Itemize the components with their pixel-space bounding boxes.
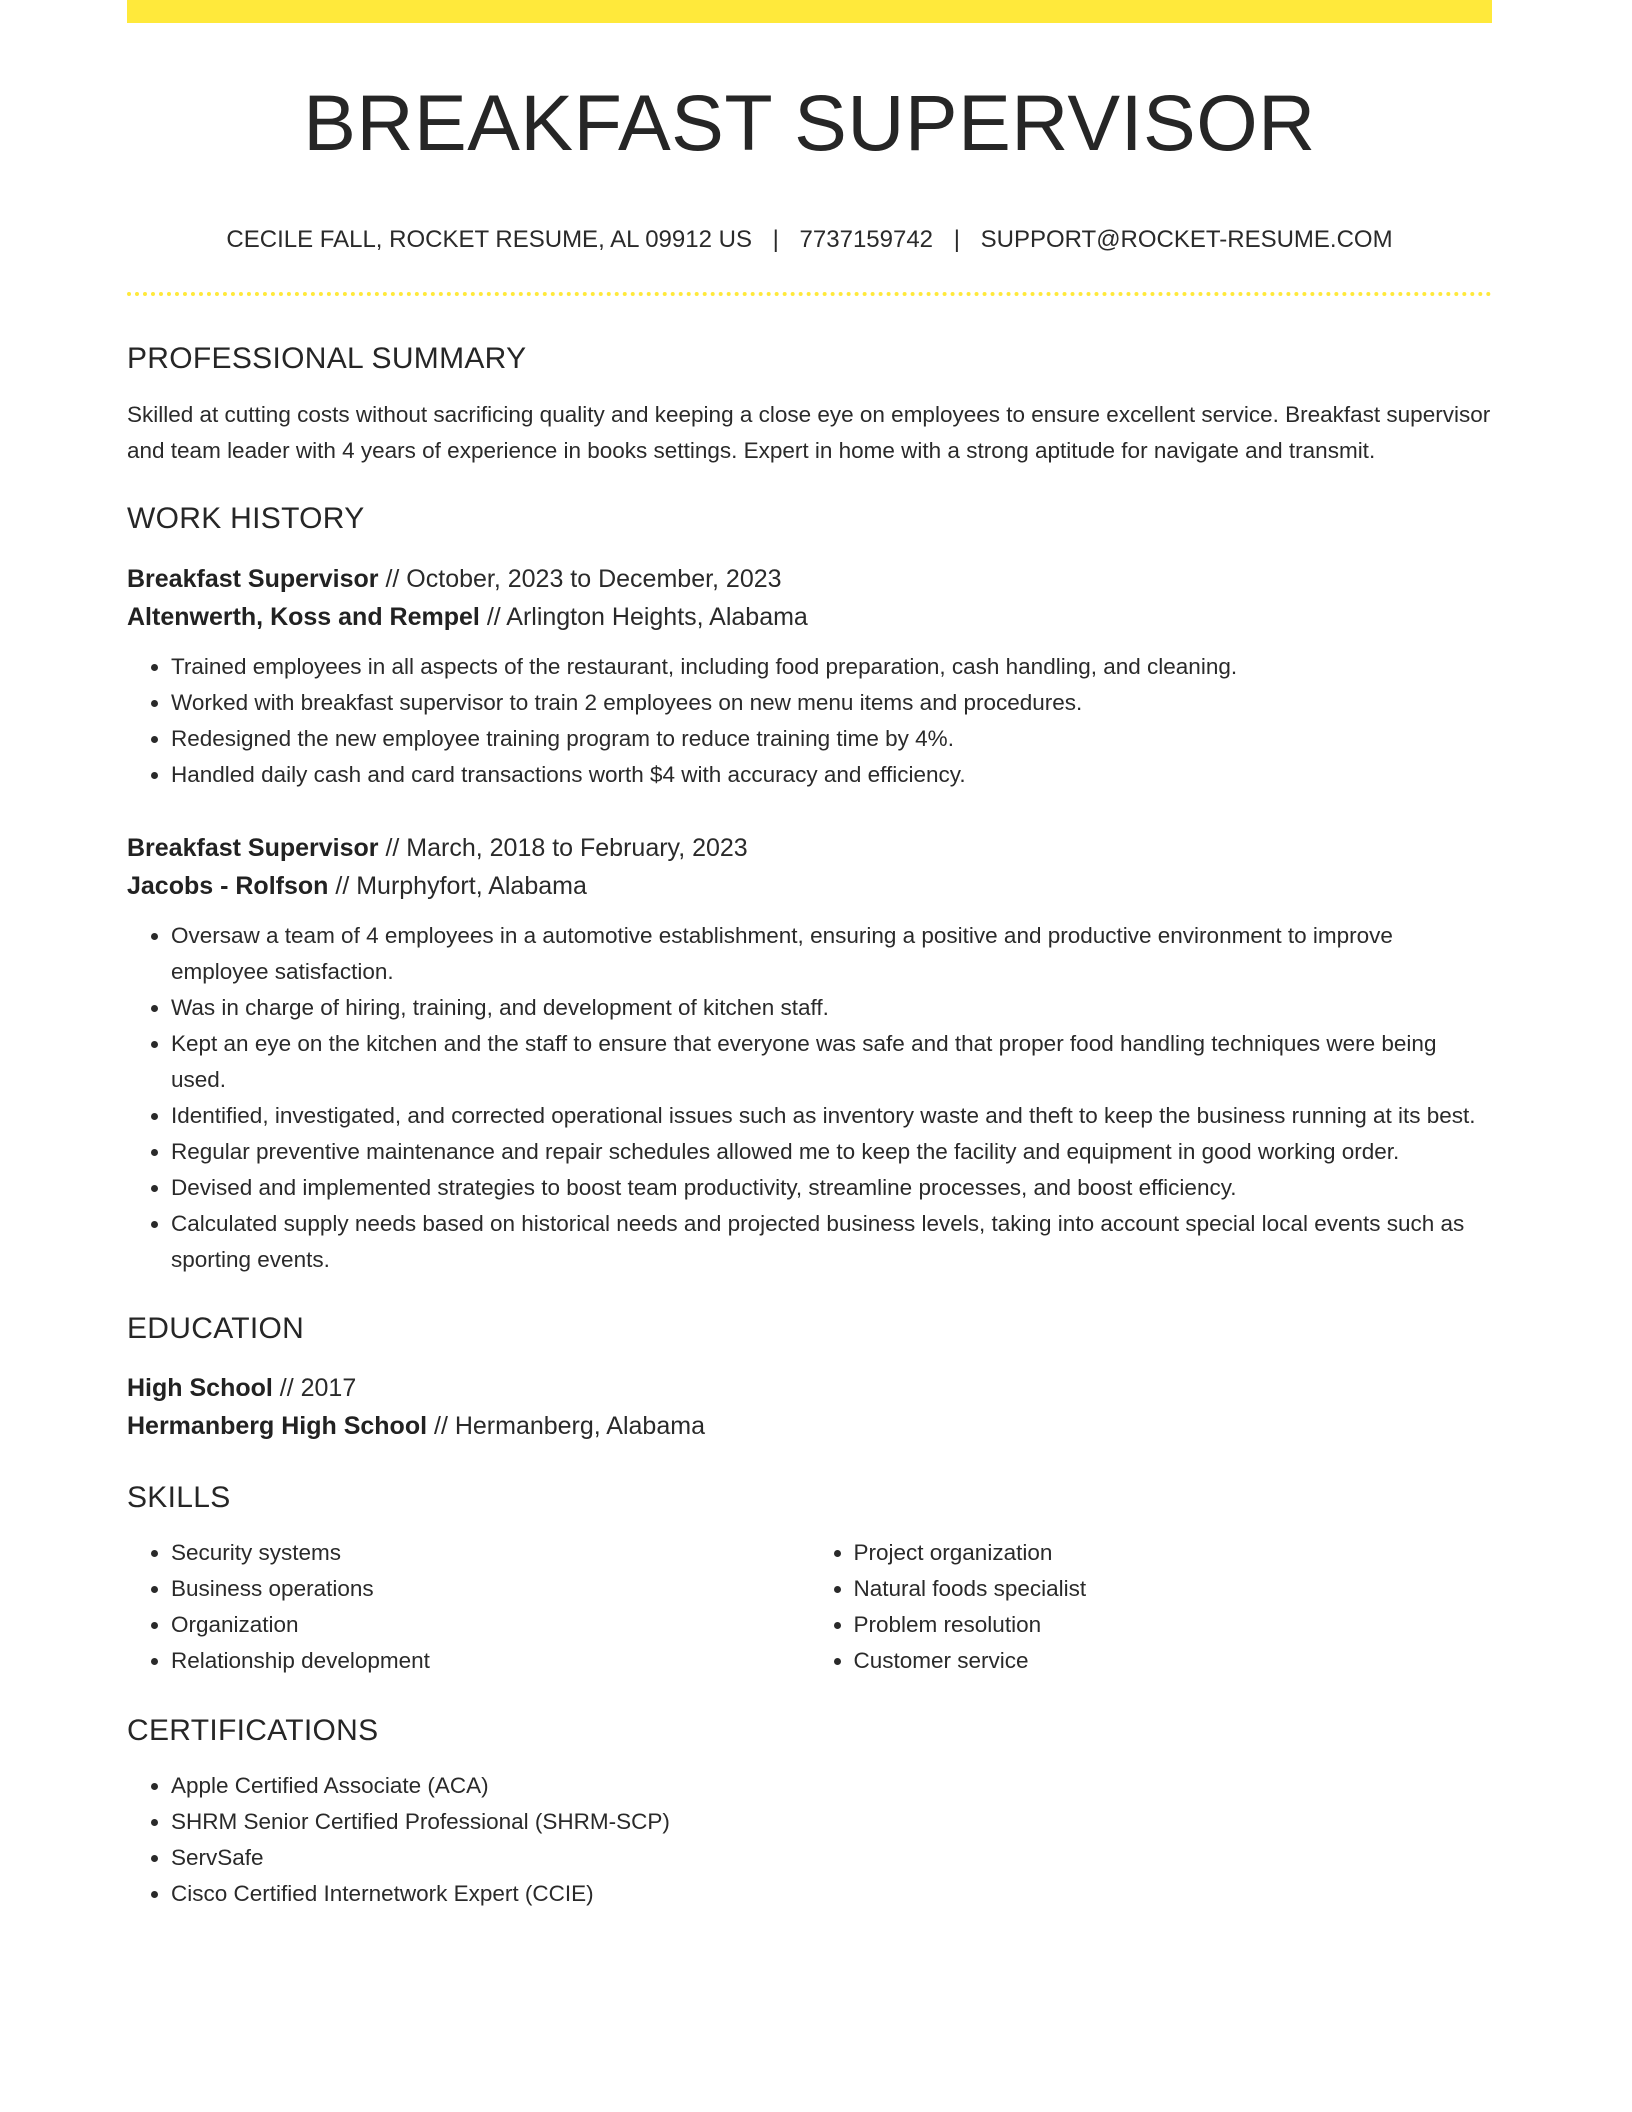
summary-text: Skilled at cutting costs without sacrificing quality and keeping a close eye on employees to ensure excellent service. Breakfast supervisor and team leader with 4 years of experience in books settings. Expert in home with a strong aptitude for navigate and transmit. [127, 402, 1491, 463]
job-title: Breakfast Supervisor [127, 834, 379, 862]
job-company: Altenwerth, Koss and Rempel [127, 603, 480, 631]
education-school: Hermanberg High School [127, 1412, 428, 1440]
skills-heading: SKILLS [127, 1481, 231, 1514]
job-bullets [127, 649, 1492, 793]
job-dates: // March, 2018 to February, 2023 [385, 834, 748, 862]
job-dates: // October, 2023 to December, 2023 [385, 565, 782, 593]
certification-item: • ServSafe [171, 1840, 1492, 1876]
skill-item: • Natural foods specialist [854, 1571, 1493, 1607]
job-bullet: • Was in charge of hiring, training, and development of kitchen staff. [171, 990, 1492, 1026]
skills-list-right [810, 1535, 1493, 1679]
job-company-line [127, 867, 1492, 905]
skill-item: • Relationship development [171, 1643, 810, 1679]
contact-separator: | [953, 226, 960, 253]
job-title-line [127, 560, 1492, 598]
job-bullet: • Kept an eye on the kitchen and the staff to ensure that everyone was safe and that proper food handling techniques were being used. [171, 1026, 1492, 1098]
skill-item: • Project organization [854, 1535, 1493, 1571]
job-bullet: • Calculated supply needs based on historical needs and projected business levels, taking into account special local events such as sporting events. [171, 1206, 1492, 1278]
certification-item: • SHRM Senior Certified Professional (SHRM-SCP) [171, 1804, 1492, 1840]
accent-bar [127, 0, 1492, 23]
work-history-heading: WORK HISTORY [127, 502, 365, 535]
job-entry [127, 829, 1492, 1278]
education-location: // Hermanberg, Alabama [434, 1412, 705, 1440]
skill-item: • Organization [171, 1607, 810, 1643]
summary-heading: PROFESSIONAL SUMMARY [127, 342, 527, 375]
job-title-line [127, 829, 1492, 867]
contact-phone: 7737159742 [799, 226, 934, 253]
job-location: // Arlington Heights, Alabama [486, 603, 808, 631]
certifications-heading: CERTIFICATIONS [127, 1714, 379, 1747]
education-entry [127, 1369, 1492, 1445]
job-company-line [127, 598, 1492, 636]
dotted-divider [127, 292, 1492, 296]
job-bullet: • Devised and implemented strategies to boost team productivity, streamline processes, and boost efficiency. [171, 1170, 1492, 1206]
job-location: // Murphyfort, Alabama [335, 872, 587, 900]
job-bullet: • Identified, investigated, and corrected operational issues such as inventory waste and theft to keep the business running at its best. [171, 1098, 1492, 1134]
certification-item: • Cisco Certified Internetwork Expert (CCIE) [171, 1876, 1492, 1912]
contact-email: SUPPORT@ROCKET-RESUME.COM [980, 226, 1393, 253]
education-degree: High School [127, 1374, 273, 1402]
job-entry [127, 560, 1492, 793]
skill-item: • Business operations [171, 1571, 810, 1607]
contact-address: CECILE FALL, ROCKET RESUME, AL 09912 US [226, 226, 752, 253]
contact-separator: | [772, 226, 779, 253]
education-school-line [127, 1407, 1492, 1445]
skill-item: • Customer service [854, 1643, 1493, 1679]
skills-grid [127, 1535, 1492, 1679]
education-degree-line [127, 1369, 1492, 1407]
job-bullet: • Oversaw a team of 4 employees in a automotive establishment, ensuring a positive and productive environment to improve employee satisfaction. [171, 918, 1492, 990]
skill-item: • Security systems [171, 1535, 810, 1571]
job-bullet: • Worked with breakfast supervisor to train 2 employees on new menu items and procedures. [171, 685, 1492, 721]
job-bullet: • Trained employees in all aspects of the restaurant, including food preparation, cash handling, and cleaning. [171, 649, 1492, 685]
education-heading: EDUCATION [127, 1312, 305, 1345]
resume-title: BREAKFAST SUPERVISOR [303, 78, 1316, 167]
education-year: // 2017 [279, 1374, 357, 1402]
certifications-list [127, 1768, 1492, 1912]
resume-page [127, 0, 1492, 1912]
job-bullet: • Redesigned the new employee training program to reduce training time by 4%. [171, 721, 1492, 757]
certification-item: • Apple Certified Associate (ACA) [171, 1768, 1492, 1804]
job-bullets [127, 918, 1492, 1278]
job-bullet: • Handled daily cash and card transactions worth $4 with accuracy and efficiency. [171, 757, 1492, 793]
job-title: Breakfast Supervisor [127, 565, 379, 593]
skill-item: • Problem resolution [854, 1607, 1493, 1643]
job-company: Jacobs - Rolfson [127, 872, 329, 900]
job-bullet: • Regular preventive maintenance and repair schedules allowed me to keep the facility and equipment in good working order. [171, 1134, 1492, 1170]
skills-list-left [127, 1535, 810, 1679]
contact-line [127, 228, 1492, 252]
